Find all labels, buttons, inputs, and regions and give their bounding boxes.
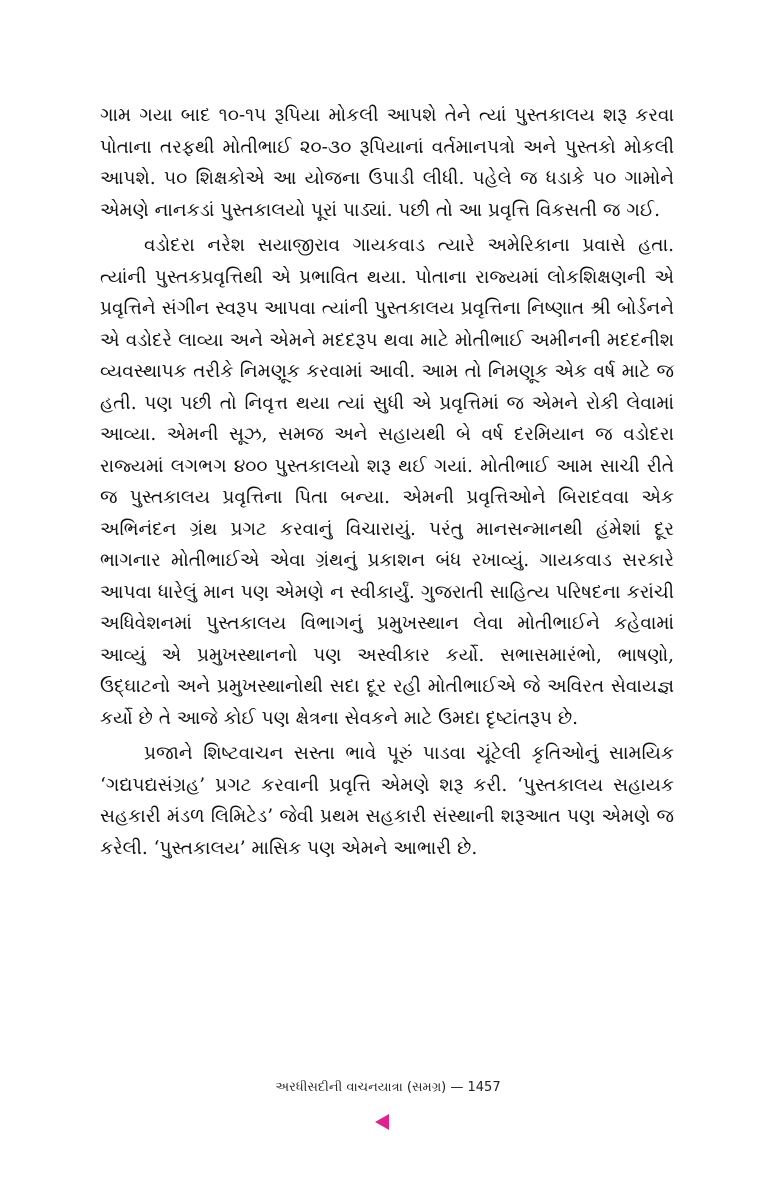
paragraph-publications: પ્રજાને શિષ્ટવાચન સસ્તા ભાવે પૂરું પાડવા ચૂંટેલી કૃતિઓનું સામયિક ‘ગદ્યપદ્યસંગ્રહ’ પ્રગટ કરવાની પ્રવૃત્તિ એમણે શરૂ કરી. ‘પુસ્તકાલય સહાયક સહકારી મંડળ લિમિટેડ’ જેવી પ્રથમ સહકારી સંસ્થાની શરૂઆત પણ એમણે જ કરેલી. ‘પુસ્તકાલય’ માસિક પણ એમને આભારી છે. — [100, 743, 674, 859]
page-footer: અરધીસદીની વાચનયાત્રા (સમગ્ર) — 1457 — [275, 1080, 501, 1095]
paragraph-vadodara-library-movement: વડોદરા નરેશ સયાજીરાવ ગાયકવાડ ત્યારે અમેરિકાના પ્રવાસે હતા. ત્યાંની પુસ્તકપ્રવૃત્તિથી એ પ્રભાવિત થયા. પોતાના રાજ્યમાં લોકશિક્ષણની એ પ્રવૃત્તિને સંગીન સ્વરૂપ આપવા ત્યાંની પુસ્તકાલય પ્રવૃત્તિના નિષ્ણાત શ્રી બોર્ડનને એ વડોદરે લાવ્યા અને એમને મદદરૂપ થવા માટે મોતીભાઈ અમીનની મદદનીશ વ્યવસ્થાપક તરીકે નિમણૂક કરવામાં આવી. આમ તો નિમણૂક એક વર્ષ માટે જ હતી. પણ પછી તો નિવૃત્ત થયા ત્યાં સુધી એ પ્રવૃત્તિમાં જ એમને રોકી લેવામાં આવ્યા. એમની સૂઝ, સમજ અને સહાયથી બે વર્ષ દરમિયાન જ વડોદરા રાજ્યમાં લગભગ ૪૦૦ પુસ્તકાલયો શરૂ થઈ ગયાં. મોતીભાઈ આમ સાચી રીતે જ પુસ્તકાલય પ્રવૃત્તિના પિતા બન્યા. એમની પ્રવૃત્તિઓને બિરાદવવા એક અભિનંદન ગ્રંથ પ્રગટ કરવાનું વિચારાયું. પરંતુ માનસન્માનથી હંમેશાં દૂર ભાગનાર મોતીભાઈએ એવા ગ્રંથનું પ્રકાશન બંધ રખાવ્યું. ગાયકવાડ સરકારે આપવા ધારેલું માન પણ એમણે ન સ્વીકાર્યું. ગુજરાતી સાહિત્ય પરિષદના કરાંચી અધિવેશનમાં પુસ્તકાલય વિભાગનું પ્રમુખસ્થાન લેવા મોતીભાઈને કહેવામાં આવ્યું એ પ્રમુખસ્થાનનો પણ અસ્વીકાર કર્યો. સભાસમારંભો, ભાષણો, ઉદ્ઘાટનો અને પ્રમુખસ્થાનોથી સદા દૂર રહી મોતીભાઈએ જે અવિરત સેવાયજ્ઞ કર્યો છે તે આજે કોઈ પણ ક્ષેત્રના સેવકને માટે ઉમદા દૃષ્ટાંતરૂપ છે. — [100, 235, 674, 729]
previous-page-arrow-icon[interactable] — [375, 1114, 389, 1130]
page-body — [100, 100, 674, 864]
paragraph-intro-continuation: ગામ ગયા બાદ ૧૦-૧૫ રૂપિયા મોકલી આપશે તેને ત્યાં પુસ્તકાલય શરૂ કરવા પોતાના તરફથી મોતીભાઈ ૨૦-૩૦ રૂપિયાનાં વર્તમાનપત્રો અને પુસ્તકો મોકલી આપશે. ૫૦ શિક્ષકોએ આ યોજના ઉપાડી લીધી. પહેલે જ ધડાકે ૫૦ ગામોને એમણે નાનકડાં પુસ્તકાલયો પૂરાં પાડ્યાં. પછી તો આ પ્રવૃત્તિ વિકસતી જ ગઈ. — [100, 105, 674, 221]
